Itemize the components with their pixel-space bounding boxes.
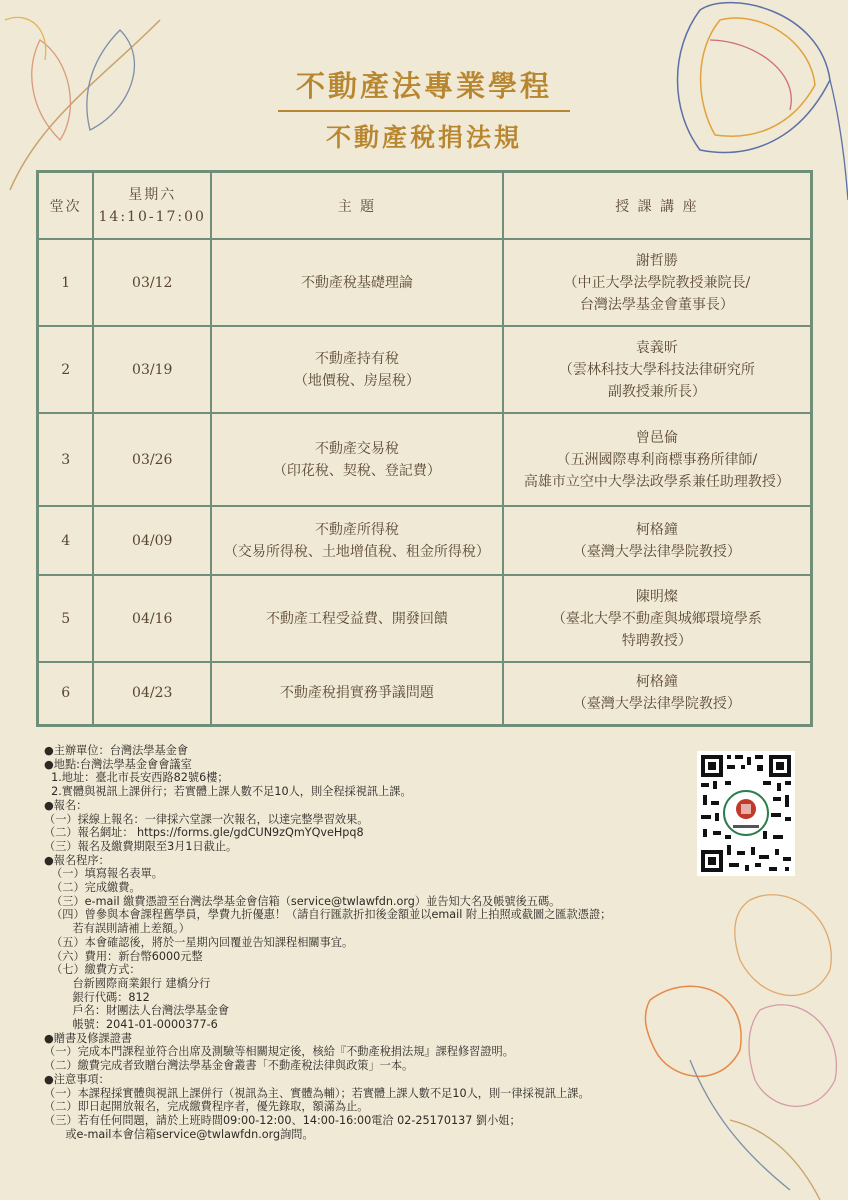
header-date-weekday: 星期六 — [128, 186, 177, 203]
cell-topic-line: （印花稅、契稅、登記費） — [272, 462, 441, 479]
table-row — [38, 239, 812, 326]
cell-lecturer-line: 袁義昕 — [635, 339, 678, 356]
info-line: 台新國際商業銀行 建橋分行 — [44, 976, 211, 990]
cell-lecturer — [503, 662, 812, 725]
cell-date: 04/23 — [93, 662, 211, 725]
cell-lecturer-line: （臺灣大學法律學院教授） — [572, 543, 741, 560]
info-line: （六）費用：新台幣6000元整 — [44, 949, 203, 963]
cell-date: 03/26 — [93, 413, 211, 506]
cell-topic — [211, 413, 503, 506]
cell-topic-line: （地價稅、房屋稅） — [293, 372, 420, 389]
cell-lecturer-line: 柯格鐘 — [635, 521, 678, 538]
table-row — [38, 506, 812, 575]
table-row — [38, 575, 812, 662]
info-line: （三）若有任何問題，請於上班時間09:00-12:00、14:00-16:00電洽 02-25170137 劉小姐； — [44, 1113, 521, 1127]
info-line: 2.實體與視訊上課併行；若實體上課人數不足10人，則全程採視訊上課。 — [44, 785, 412, 799]
cell-topic-line: 不動產所得稅 — [314, 521, 399, 538]
info-line: （一）採線上報名：一律採六堂課一次報名，以達完整學習效果。 — [44, 812, 369, 826]
cell-lecturer — [503, 506, 812, 575]
info-line: 若有誤則請補上差額。） — [44, 922, 190, 936]
cell-lecturer-line: （五洲國際專利商標事務所律師/ — [556, 451, 758, 468]
table-header-row — [38, 172, 812, 240]
table-row — [38, 662, 812, 725]
cell-date: 04/16 — [93, 575, 211, 662]
info-line: 或e-mail本會信箱service@twlawfdn.org詢問。 — [44, 1127, 314, 1141]
info-line: ●注意事項： — [44, 1072, 110, 1086]
header-lecturer: 授 課 講 座 — [503, 172, 812, 240]
cell-topic — [211, 662, 503, 725]
cell-session-number: 4 — [38, 506, 94, 575]
cell-topic — [211, 239, 503, 326]
cell-lecturer-line: 高雄市立空中大學法政學系兼任助理教授） — [523, 473, 790, 490]
cell-lecturer-line: （臺北大學不動產與城鄉環境學系 — [551, 610, 762, 627]
info-line: 戶名：財團法人台灣法學基金會 — [44, 1004, 230, 1018]
cell-lecturer-line: 副教授兼所長） — [607, 383, 706, 400]
cell-topic-line: 不動產交易稅 — [314, 440, 399, 457]
table-row — [38, 326, 812, 413]
registration-qr-code[interactable] — [697, 751, 795, 876]
qr-code-icon — [697, 751, 795, 876]
cell-date: 04/09 — [93, 506, 211, 575]
info-line: （四）曾參與本會課程舊學員，學費九折優惠！（請自行匯款折扣後金額並以email 附上拍照或截圖之匯款憑證； — [44, 908, 612, 922]
cell-lecturer — [503, 239, 812, 326]
cell-lecturer — [503, 413, 812, 506]
cell-session-number: 6 — [38, 662, 94, 725]
course-title: 不動產稅捐法規 — [325, 123, 522, 152]
info-line: 1.地址：臺北市長安西路82號6樓； — [44, 771, 229, 785]
info-line: ●主辦單位：台灣法學基金會 — [44, 744, 189, 757]
cell-topic — [211, 506, 503, 575]
cell-topic-line: 不動產稅捐實務爭議問題 — [279, 685, 434, 702]
schedule-table — [36, 170, 813, 727]
info-line: （三）報名及繳費期限至3月1日截止。 — [44, 839, 238, 853]
header-topic: 主 題 — [211, 172, 503, 240]
table-row — [38, 413, 812, 506]
info-line: （三）e-mail 繳費憑證至台灣法學基金會信箱（service@twlawfdn.org）並告知大名及帳號後五碼。 — [44, 894, 561, 908]
cell-lecturer-line: （中正大學法學院教授兼院長/ — [563, 274, 751, 291]
info-section — [44, 744, 694, 1141]
cell-lecturer-line: 柯格鐘 — [635, 674, 678, 691]
cell-lecturer-line: 謝哲勝 — [635, 252, 678, 269]
title-divider — [278, 110, 570, 112]
cell-lecturer-line: 曾邑倫 — [635, 429, 678, 446]
info-line: （七）繳費方式： — [44, 963, 141, 977]
cell-session-number: 2 — [38, 326, 94, 413]
info-line: （一）填寫報名表單。 — [44, 867, 163, 881]
cell-lecturer — [503, 575, 812, 662]
header-date-time: 14:10-17:00 — [98, 208, 206, 225]
cell-lecturer-line: 台灣法學基金會董事長） — [579, 296, 734, 313]
info-line: ●報名程序： — [44, 853, 110, 867]
info-line: （二）即日起開放報名，完成繳費程序者，優先錄取，額滿為止。 — [44, 1100, 369, 1114]
cell-lecturer-line: 陳明燦 — [635, 588, 678, 605]
info-line: （一）本課程採實體與視訊上課併行（視訊為主、實體為輔）；若實體上課人數不足10人，則一律採視訊上課。 — [44, 1086, 590, 1100]
cell-date: 03/19 — [93, 326, 211, 413]
cell-topic — [211, 326, 503, 413]
info-line: ●地點:台灣法學基金會會議室 — [44, 757, 192, 771]
cell-session-number: 5 — [38, 575, 94, 662]
info-line: ●報名： — [44, 798, 88, 812]
info-line: （一）完成本門課程並符合出席及測驗等相關規定後，核給『不動產稅捐法規』課程修習證明。 — [44, 1045, 514, 1059]
info-line: 帳號：2041-01-0000377-6 — [44, 1018, 218, 1032]
header-session: 堂次 — [38, 172, 94, 240]
cell-lecturer-line: （雲林科技大學科技法律研究所 — [558, 361, 755, 378]
cell-topic — [211, 575, 503, 662]
cell-session-number: 3 — [38, 413, 94, 506]
cell-topic-line: 不動產工程受益費、開發回饋 — [265, 610, 448, 627]
cell-lecturer-line: 特聘教授） — [621, 632, 692, 649]
cell-topic-line: 不動產稅基礎理論 — [300, 274, 413, 291]
info-line: （二）報名網址： https://forms.gle/gdCUN9zQmYQveHpq8 — [44, 826, 364, 840]
cell-session-number: 1 — [38, 239, 94, 326]
info-line: ●贈書及修課證書 — [44, 1031, 133, 1045]
info-line: （二）完成繳費。 — [44, 881, 141, 895]
cell-lecturer-line: （臺灣大學法律學院教授） — [572, 696, 741, 713]
cell-topic-line: （交易所得稅、土地增值稅、租金所得稅） — [223, 543, 490, 560]
cell-lecturer — [503, 326, 812, 413]
info-line: 銀行代碼：812 — [44, 990, 150, 1004]
cell-date: 03/12 — [93, 239, 211, 326]
info-line: （五）本會確認後，將於一星期內回覆並告知課程相關事宜。 — [44, 935, 354, 949]
info-line: （二）繳費完成者致贈台灣法學基金會叢書「不動產稅法律與政策」一本。 — [44, 1059, 414, 1073]
program-title: 不動產法專業學程 — [295, 69, 552, 103]
header-date — [93, 172, 211, 240]
cell-topic-line: 不動產持有稅 — [314, 350, 399, 367]
